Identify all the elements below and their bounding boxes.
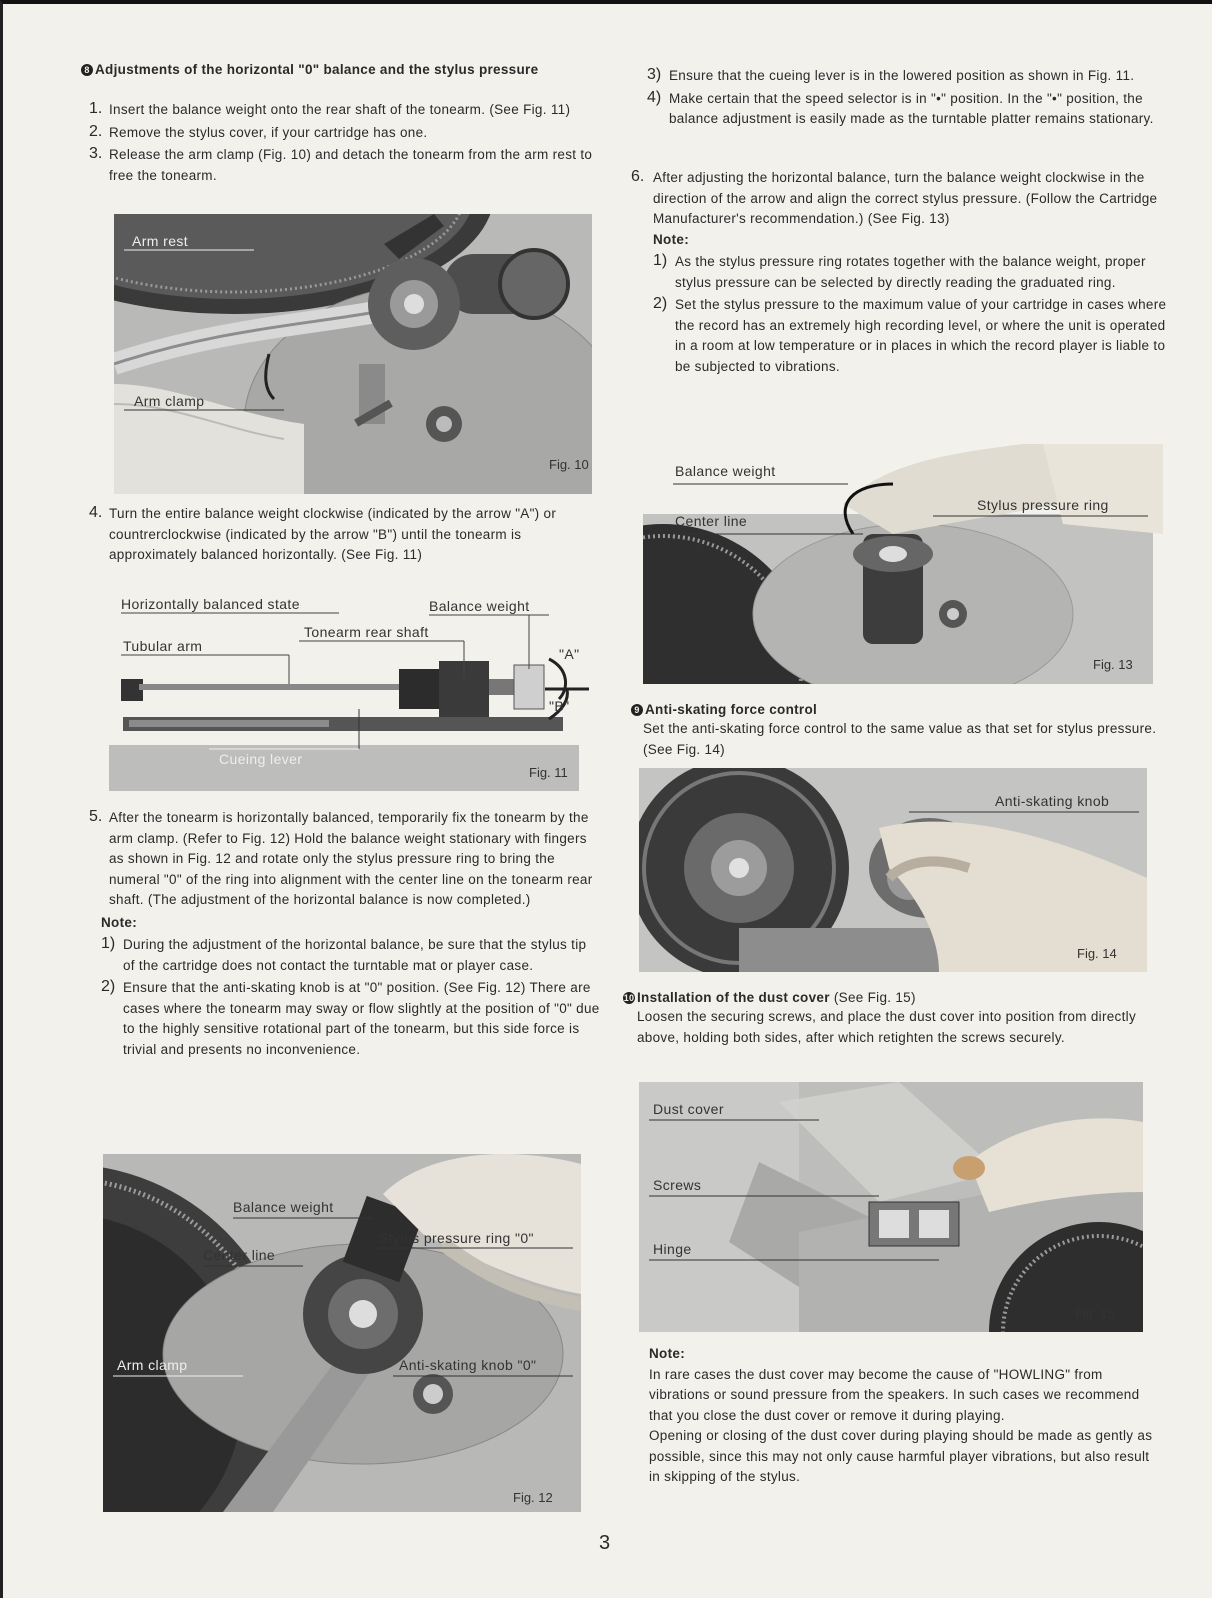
step-5: [81, 808, 601, 911]
note-number: 1): [653, 252, 668, 269]
final-note-p2: Opening or closing of the dust cover during playing should be made as gently as possible, since this may not only cause harmful player vibrations, but also result in skipping of the stylus.: [649, 1428, 1153, 1484]
step-5-block: [81, 808, 601, 1060]
note-2: [653, 295, 1171, 377]
fig11-label-b: "B": [549, 698, 570, 714]
section-9-marker: 9: [631, 704, 643, 716]
fig15-label-screws: Screws: [653, 1177, 702, 1193]
fig12-label-arm-clamp: Arm clamp: [117, 1357, 188, 1373]
fig13-number: Fig. 13: [1093, 657, 1133, 672]
section-10: [623, 988, 1171, 1048]
steps-1-3: [81, 100, 601, 186]
section-9-heading: [631, 700, 1171, 719]
fig11-label-a: "A": [559, 646, 580, 662]
note-text: Make certain that the speed selector is in "•" position. In the "•" position, the balance adjustment is easily made as the turntable platter remains stationary.: [669, 90, 1154, 126]
fig15-label-dust-cover: Dust cover: [653, 1101, 724, 1117]
note-heading: Note:: [101, 914, 137, 930]
note-text: During the adjustment of the horizontal balance, be sure that the stylus tip of the cartridge does not contact the turntable mat or player case.: [123, 937, 587, 973]
fig10-label-arm-rest: Arm rest: [132, 233, 189, 249]
section-10-marker: 10: [623, 993, 635, 1003]
fig11-label-horizontal: Horizontally balanced state: [121, 599, 300, 612]
fig11-label-balance-weight: Balance weight: [429, 599, 530, 614]
final-note-p1: In rare cases the dust cover may become the cause of "HOWLING" from vibrations or sound pressure from the speakers. In such cases we recommend that you close the dust cover or remove it during playing.: [649, 1366, 1140, 1423]
step-number: 6.: [631, 168, 645, 185]
note-1: [101, 935, 601, 976]
step-6: [631, 168, 1171, 230]
section-9-text: Set the anti-skating force control to the same value as that set for stylus pressure. (See Fig. 14): [643, 721, 1157, 757]
note-number: 4): [647, 88, 662, 106]
note-number: 2): [101, 978, 116, 995]
fig11-number: Fig. 11: [529, 765, 568, 780]
notes-3-4: [647, 66, 1171, 130]
step-text: After the tonearm is horizontally balanced, temporarily fix the tonearm by the arm clamp. (Refer to Fig. 12) Hold the balance weight stationary with fingers as shown in Fig. 12 and rotate only the stylus pressure ring to bring the numeral "0" of the ring into alignment with the center line on the tonearm rear shaft. (The adjustment of the horizontal balance is now completed.): [109, 810, 593, 907]
fig14-number: Fig. 14: [1077, 946, 1117, 961]
note-number: 3): [647, 66, 662, 83]
step-number: 3.: [89, 145, 103, 162]
note-text: Ensure that the cueing lever is in the lowered position as shown in Fig. 11.: [669, 68, 1135, 83]
figure-15: [639, 1082, 1143, 1332]
step-4: [81, 504, 601, 566]
fig13-label-center-line: Center line: [675, 513, 748, 529]
fig10-number: Fig. 10: [549, 457, 589, 472]
fig12-label-anti-knob: Anti-skating knob "0": [399, 1357, 537, 1373]
step-3: [81, 145, 601, 186]
step-number: 4.: [89, 504, 103, 521]
note-text: Ensure that the anti-skating knob is at "0" position. (See Fig. 12) There are cases where the tonearm may sway or flow slightly at the position of "0" due to the highly sensitive rotational part of the tonearm, but this side force is trivial and presents no inconvenience.: [123, 980, 600, 1057]
figure-10: [114, 214, 592, 494]
section-10-heading: [623, 988, 1171, 1007]
fig11-label-rear-shaft: Tonearm rear shaft: [304, 624, 429, 640]
step-1: [81, 100, 601, 121]
section-9-title: Anti-skating force control: [645, 702, 818, 717]
section-9: [631, 700, 1171, 760]
fig15-number: Fig. 15: [1075, 1306, 1115, 1321]
step-number: 5.: [89, 808, 103, 825]
step-text: After adjusting the horizontal balance, turn the balance weight clockwise in the direction of the arrow and align the correct stylus pressure. (Follow the Cartridge Manufacturer's recommendation.) (See Fig. 13): [653, 170, 1158, 226]
fig13-label-balance-weight: Balance weight: [675, 463, 776, 479]
note-heading: Note:: [653, 231, 689, 247]
figure-13: [643, 444, 1163, 684]
step-text: Insert the balance weight onto the rear shaft of the tonearm. (See Fig. 11): [109, 102, 571, 117]
fig11-label-tubular-arm: Tubular arm: [123, 638, 203, 654]
final-note-heading: Note:: [649, 1346, 685, 1361]
note-3: [647, 66, 1171, 87]
fig10-label-arm-clamp: Arm clamp: [134, 393, 205, 409]
note-number: 2): [653, 295, 668, 312]
fig14-label-anti-knob: Anti-skating knob: [995, 793, 1110, 809]
step-text: Release the arm clamp (Fig. 10) and detach the tonearm from the arm rest to free the tonearm.: [109, 147, 593, 183]
section-10-text: Loosen the securing screws, and place the dust cover into position from directly above, holding both sides, after which retighten the screws securely.: [637, 1009, 1136, 1045]
step-number: 1.: [89, 100, 103, 117]
section-8: [81, 60, 601, 79]
fig11-label-cueing: Cueing lever: [219, 751, 303, 767]
note-4: [647, 89, 1171, 130]
figure-14: [639, 768, 1147, 972]
step-number: 2.: [89, 122, 103, 140]
step-4-block: [81, 504, 601, 566]
page-number: 3: [599, 1532, 611, 1554]
fig13-label-stylus-ring: Stylus pressure ring: [977, 497, 1109, 513]
note-number: 1): [101, 935, 116, 952]
fig15-label-hinge: Hinge: [653, 1241, 692, 1257]
step-text: Turn the entire balance weight clockwise (indicated by the arrow "A") or countrerclockwise (indicated by the arrow "B") until the tonearm is approximately balanced horizontally. (See Fig. 11): [109, 506, 557, 562]
final-note: [649, 1344, 1163, 1488]
step-6-block: [631, 168, 1171, 377]
section-8-title: Adjustments of the horizontal "0" balance and the stylus pressure: [95, 62, 539, 77]
figure-12: [103, 1154, 581, 1512]
fig12-label-stylus-ring: Stylus pressure ring "0": [379, 1230, 534, 1246]
fig12-label-balance-weight: Balance weight: [233, 1199, 334, 1215]
step-2: [81, 123, 601, 144]
section-8-heading: [81, 60, 601, 79]
section-8-marker: 8: [81, 64, 93, 76]
note-2: [101, 978, 601, 1060]
fig12-number: Fig. 12: [513, 1490, 553, 1505]
fig12-label-center-line: Center line: [203, 1247, 276, 1263]
note-text: As the stylus pressure ring rotates together with the balance weight, proper stylus pressure can be selected by directly reading the graduated ring.: [675, 254, 1146, 290]
note-text: Set the stylus pressure to the maximum value of your cartridge in cases where the record has an extremely high recording level, or where the unit is operated in a room at low temperature or in places in which the record player is liable to be subjected to vibrations.: [675, 297, 1167, 374]
note-1: [653, 252, 1171, 293]
figure-11: [109, 599, 591, 795]
section-10-title: Installation of the dust cover: [637, 990, 830, 1005]
section-10-ref: (See Fig. 15): [833, 990, 916, 1005]
step-text: Remove the stylus cover, if your cartridge has one.: [109, 124, 428, 140]
